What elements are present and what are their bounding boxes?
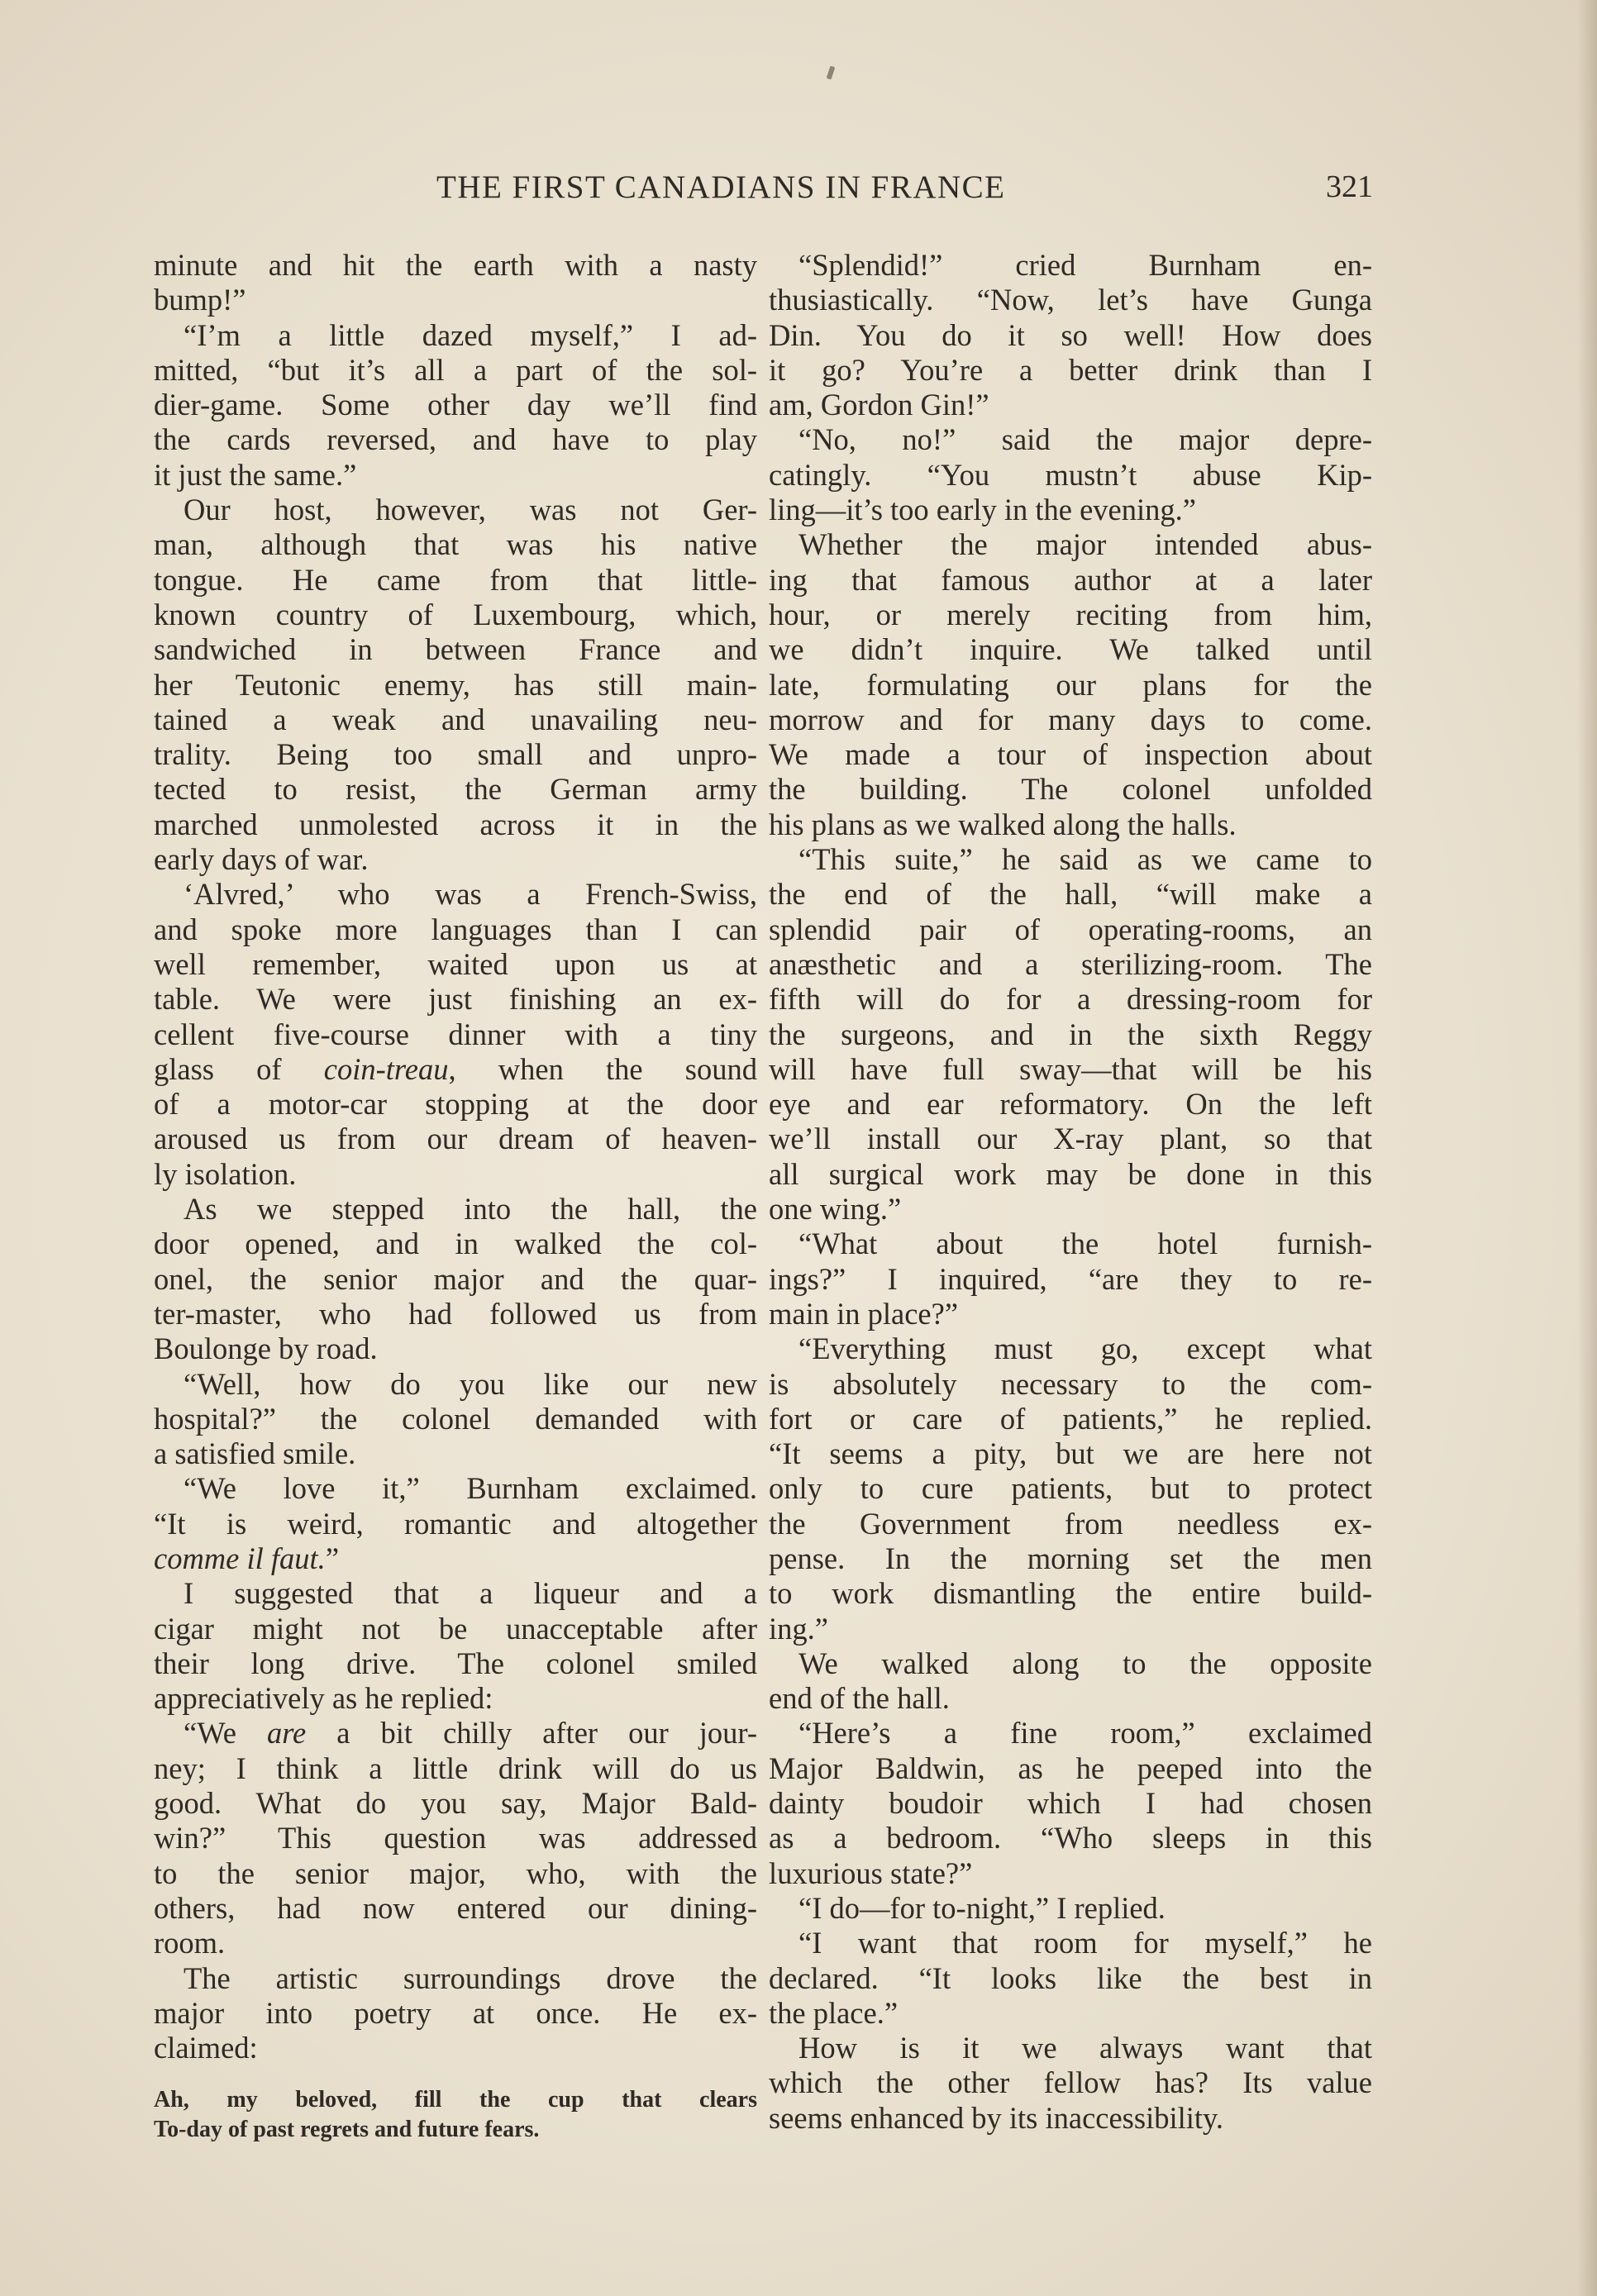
text-line: minute and hit the earth with a nasty	[154, 248, 757, 282]
text-line: mitted, “but it’s all a part of the sol-	[154, 352, 757, 387]
text-line: “We love it,” Burnham exclaimed.	[184, 1471, 757, 1506]
text-line: major into poetry at once. He ex-	[154, 1995, 757, 2030]
text-line: glass of coin-treau, when the sound	[154, 1051, 757, 1086]
text-line: dainty boudoir which I had chosen	[769, 1786, 1372, 1821]
text-line: which the other fellow has? Its value	[769, 2065, 1372, 2100]
text-line: “What about the hotel furnish-	[798, 1227, 1372, 1261]
text-line: known country of Luxembourg, which,	[154, 597, 757, 631]
text-line: ‘Alvred,’ who was a French-Swiss,	[184, 877, 757, 912]
text-line: onel, the senior major and the quar-	[154, 1261, 757, 1296]
ink-mark	[827, 65, 836, 79]
text-line: man, although that was his native	[154, 527, 757, 562]
running-header	[0, 165, 1597, 215]
text-line: Major Baldwin, as he peeped into the	[769, 1751, 1372, 1785]
text-line: ney; I think a little drink will do us	[154, 1751, 757, 1785]
text-line: We walked along to the opposite	[798, 1646, 1372, 1680]
text-line: cellent five-course dinner with a tiny	[154, 1017, 757, 1051]
text-line: her Teutonic enemy, has still main-	[154, 667, 757, 702]
text-line: we’ll install our X-ray plant, so that	[769, 1122, 1372, 1156]
text-line: is absolutely necessary to the com-	[769, 1366, 1372, 1401]
text-line: pense. In the morning set the men	[769, 1541, 1372, 1575]
text-line: catingly. “You mustn’t abuse Kip-	[769, 457, 1372, 492]
text-line: bump!”	[154, 283, 246, 317]
text-line: the surgeons, and in the sixth Reggy	[769, 1017, 1372, 1051]
text-line: anæsthetic and a sterilizing-room. The	[769, 946, 1372, 981]
text-line: room.	[154, 1926, 226, 1960]
text-line: the place.”	[769, 1995, 899, 2030]
text-line: As we stepped into the hall, the	[184, 1192, 757, 1227]
text-line: “I do—for to-night,” I replied.	[798, 1890, 1166, 1925]
text-line: only to cure patients, but to protect	[769, 1471, 1372, 1506]
text-line: fort or care of patients,” he replied.	[769, 1401, 1372, 1436]
verse-line: Ah, my beloved, fill the cup that clears	[154, 2087, 757, 2113]
running-title: THE FIRST CANADIANS IN FRANCE	[436, 169, 1006, 205]
text-line: sandwiched in between France and	[154, 632, 757, 667]
text-line: fifth will do for a dressing-room for	[769, 982, 1372, 1017]
text-line: declared. “It looks like the best in	[769, 1960, 1372, 1995]
right-column	[769, 248, 1372, 2136]
text-line: ings?” I inquired, “are they to re-	[769, 1261, 1372, 1296]
verse-line: To-day of past regrets and future fears.	[154, 2117, 540, 2143]
text-line: How is it we always want that	[798, 2031, 1372, 2065]
text-line: win?” This question was addressed	[154, 1821, 757, 1855]
text-line: eye and ear reformatory. On the left	[769, 1087, 1372, 1122]
text-line: all surgical work may be done in this	[769, 1156, 1372, 1191]
text-line: of a motor-car stopping at the door	[154, 1087, 757, 1122]
text-line: as a bedroom. “Who sleeps in this	[769, 1821, 1372, 1855]
text-line: “I want that room for myself,” he	[798, 1926, 1372, 1960]
text-line: ing.”	[769, 1611, 828, 1646]
text-line: We made a tour of inspection about	[769, 737, 1372, 772]
text-line: Whether the major intended abus-	[798, 527, 1372, 562]
text-line: hour, or merely reciting from him,	[769, 597, 1372, 631]
left-column	[154, 248, 757, 2145]
text-line: morrow and for many days to come.	[769, 702, 1372, 736]
text-line: good. What do you say, Major Bald-	[154, 1786, 757, 1821]
text-line: ly isolation.	[154, 1156, 297, 1191]
text-line: it go? You’re a better drink than I	[769, 352, 1372, 387]
text-line: “It is weird, romantic and altogether	[154, 1506, 757, 1541]
text-line: “I’m a little dazed myself,” I ad-	[184, 317, 757, 352]
text-line: “Everything must go, except what	[798, 1331, 1372, 1366]
text-line: end of the hall.	[769, 1681, 950, 1716]
text-line: cigar might not be unacceptable after	[154, 1611, 757, 1646]
text-line: comme il faut.”	[154, 1541, 340, 1575]
text-line: Boulonge by road.	[154, 1331, 378, 1366]
text-line: early days of war.	[154, 842, 369, 877]
text-line: “Splendid!” cried Burnham en-	[798, 248, 1372, 282]
text-line: others, had now entered our dining-	[154, 1890, 757, 1925]
text-line: ing that famous author at a later	[769, 562, 1372, 597]
text-line: am, Gordon Gin!”	[769, 388, 989, 422]
text-line: we didn’t inquire. We talked until	[769, 632, 1372, 667]
text-line: will have full sway—that will be his	[769, 1051, 1372, 1086]
text-line: his plans as we walked along the halls.	[769, 807, 1237, 841]
text-line: The artistic surroundings drove the	[184, 1960, 757, 1995]
text-line: tongue. He came from that little-	[154, 562, 757, 597]
text-line: hospital?” the colonel demanded with	[154, 1401, 757, 1436]
text-line: the end of the hall, “will make a	[769, 877, 1372, 912]
text-line: trality. Being too small and unpro-	[154, 737, 757, 772]
text-line: luxurious state?”	[769, 1855, 973, 1890]
text-line: “No, no!” said the major depre-	[798, 422, 1372, 457]
text-line: dier-game. Some other day we’ll find	[154, 388, 757, 422]
page-number: 321	[1326, 169, 1373, 204]
text-line: Our host, however, was not Ger-	[184, 493, 757, 527]
text-line: the cards reversed, and have to play	[154, 422, 757, 457]
text-line: one wing.”	[769, 1192, 902, 1227]
text-line: to the senior major, who, with the	[154, 1855, 757, 1890]
text-line: a satisfied smile.	[154, 1436, 356, 1471]
text-line: thusiastically. “Now, let’s have Gunga	[769, 283, 1372, 317]
text-line: late, formulating our plans for the	[769, 667, 1372, 702]
text-line: to work dismantling the entire build-	[769, 1576, 1372, 1611]
text-line: table. We were just finishing an ex-	[154, 982, 757, 1017]
text-line: “This suite,” he said as we came to	[798, 842, 1372, 877]
text-line: “We are a bit chilly after our jour-	[184, 1716, 757, 1751]
text-line: ling—it’s too early in the evening.”	[769, 493, 1196, 527]
text-line: appreciatively as he replied:	[154, 1681, 493, 1716]
text-line: tected to resist, the German army	[154, 772, 757, 807]
text-line: the building. The colonel unfolded	[769, 772, 1372, 807]
text-line: main in place?”	[769, 1296, 959, 1331]
text-line: “It seems a pity, but we are here not	[769, 1436, 1372, 1471]
text-line: it just the same.”	[154, 457, 357, 492]
text-line: I suggested that a liqueur and a	[184, 1576, 757, 1611]
text-line: claimed:	[154, 2031, 258, 2065]
page-edge-shadow	[1577, 0, 1597, 2296]
text-line: and spoke more languages than I can	[154, 912, 757, 946]
text-line: well remember, waited upon us at	[154, 946, 757, 981]
text-line: the Government from needless ex-	[769, 1506, 1372, 1541]
text-line: ter-master, who had followed us from	[154, 1296, 757, 1331]
text-line: door opened, and in walked the col-	[154, 1227, 757, 1261]
text-line: “Well, how do you like our new	[184, 1366, 757, 1401]
text-line: aroused us from our dream of heaven-	[154, 1122, 757, 1156]
text-line: seems enhanced by its inaccessibility.	[769, 2100, 1224, 2135]
text-line: marched unmolested across it in the	[154, 807, 757, 841]
text-line: tained a weak and unavailing neu-	[154, 702, 757, 736]
text-line: Din. You do it so well! How does	[769, 317, 1372, 352]
text-line: “Here’s a fine room,” exclaimed	[798, 1716, 1372, 1751]
text-line: their long drive. The colonel smiled	[154, 1646, 757, 1680]
text-line: splendid pair of operating-rooms, an	[769, 912, 1372, 946]
